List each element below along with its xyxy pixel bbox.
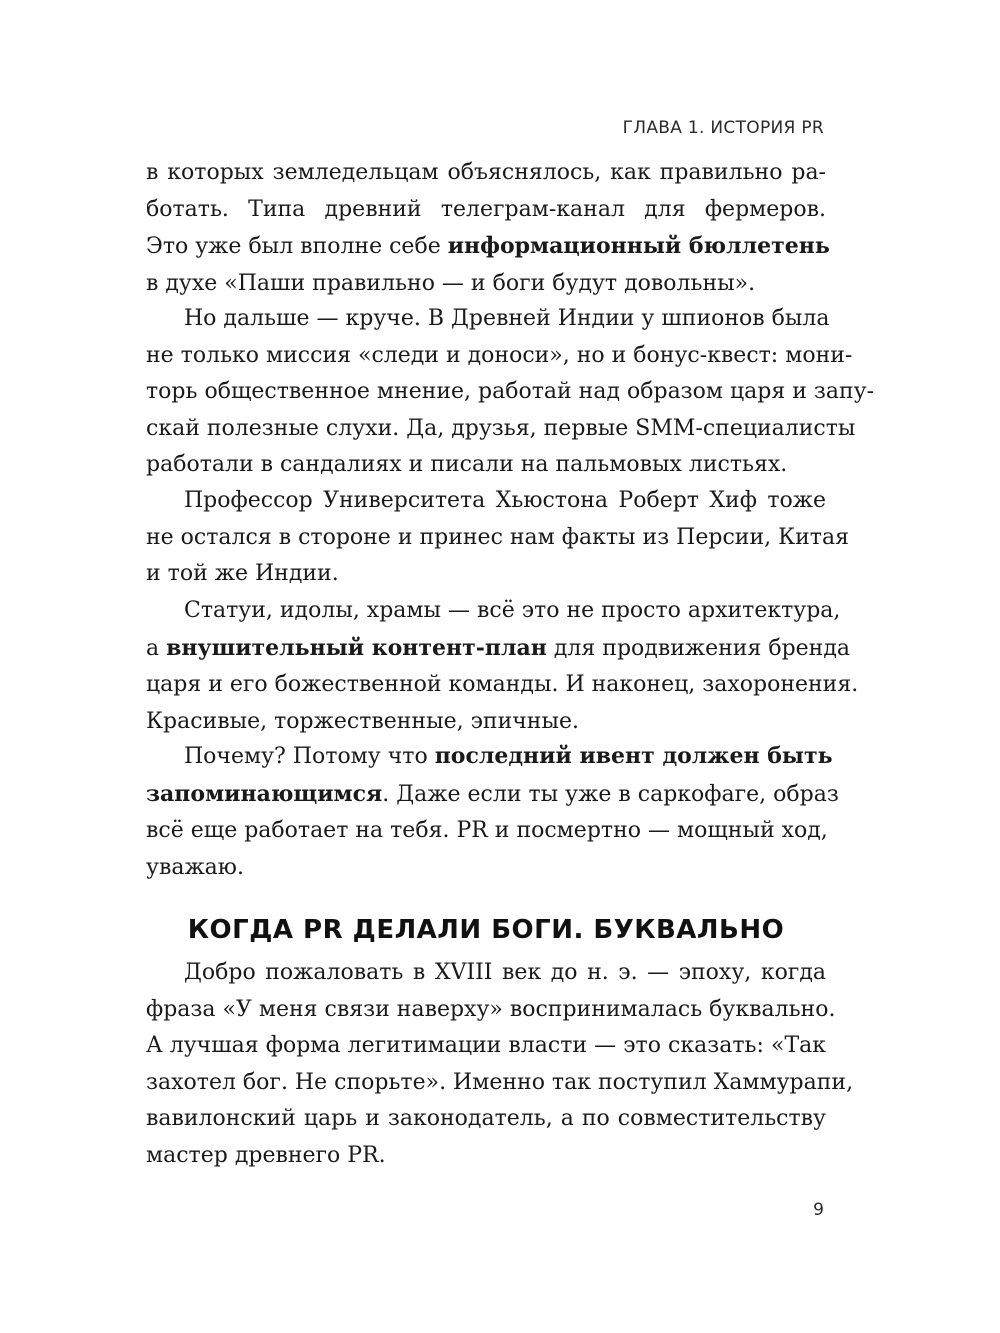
text-line: а внушительный контент-план для продвижения бренда: [146, 634, 850, 661]
section-heading: КОГДА PR ДЕЛАЛИ БОГИ. БУКВАЛЬНО: [187, 915, 785, 945]
text-line: Добро пожаловать в XVIII век до н. э. — эпоху, когда: [184, 960, 826, 985]
text-line: и той же Индии.: [146, 561, 339, 586]
text-line: работали в сандалиях и писали на пальмовых листьях.: [146, 452, 788, 477]
text-line: не только миссия «следи и доноси», но и бонус-квест: мони-: [146, 342, 853, 368]
paragraph-1: [146, 155, 830, 302]
paragraph-4: [146, 593, 859, 740]
text-line: Профессор Университета Хьюстона Роберт Хиф тоже: [184, 488, 826, 513]
text-line: Красивые, торжественные, эпичные.: [146, 708, 579, 734]
text-line: А лучшая форма легитимации власти — это сказать: «Так: [146, 1033, 826, 1058]
paragraph-6: [146, 955, 854, 1174]
text-line: мастер древнего PR.: [146, 1142, 386, 1168]
text-line: фраза «У меня связи наверху» воспринималась буквально.: [146, 996, 836, 1022]
paragraph-3: [146, 483, 849, 593]
running-header: ГЛАВА 1. ИСТОРИЯ PR: [622, 118, 824, 138]
text-line: царя и его божественной команды. И наконец, захоронения.: [146, 672, 859, 697]
page-number: 9: [813, 1200, 824, 1220]
text-line: не остался в стороне и принес нам факты из Персии, Китая: [146, 524, 849, 550]
paragraph-5: [146, 738, 839, 886]
text-line: вавилонский царь и законодатель, а по совместительству: [146, 1106, 826, 1131]
text-line: всё еще работает на тебя. PR и посмертно — мощный ход,: [146, 818, 828, 843]
text-line: запоминающимся. Даже если ты уже в саркофаге, образ: [146, 780, 839, 807]
text-line: в духе «Паши правильно — и боги будут довольны».: [146, 270, 756, 296]
text-line: Это уже был вполне себе информационный бюллетень: [146, 233, 830, 259]
text-line: Но дальше — круче. В Древней Индии у шпионов была: [184, 306, 830, 331]
text-line: ботать. Типа древний телеграм-канал для фермеров.: [146, 196, 826, 222]
text-line: в которых земледельцам объяснялось, как правильно ра-: [146, 160, 826, 185]
text-line: скай полезные слухи. Да, друзья, первые SMM-специалисты: [146, 415, 856, 441]
text-line: торь общественное мнение, работай над образом царя и запу-: [146, 379, 875, 404]
text-line: Почему? Потому что последний ивент должен быть: [184, 743, 833, 769]
text-line: уважаю.: [146, 854, 244, 880]
paragraph-2: [146, 301, 875, 484]
text-line: захотел бог. Не спорьте». Именно так поступил Хаммурапи,: [146, 1069, 854, 1095]
text-line: Статуи, идолы, храмы — всё это не просто архитектура,: [184, 598, 841, 623]
